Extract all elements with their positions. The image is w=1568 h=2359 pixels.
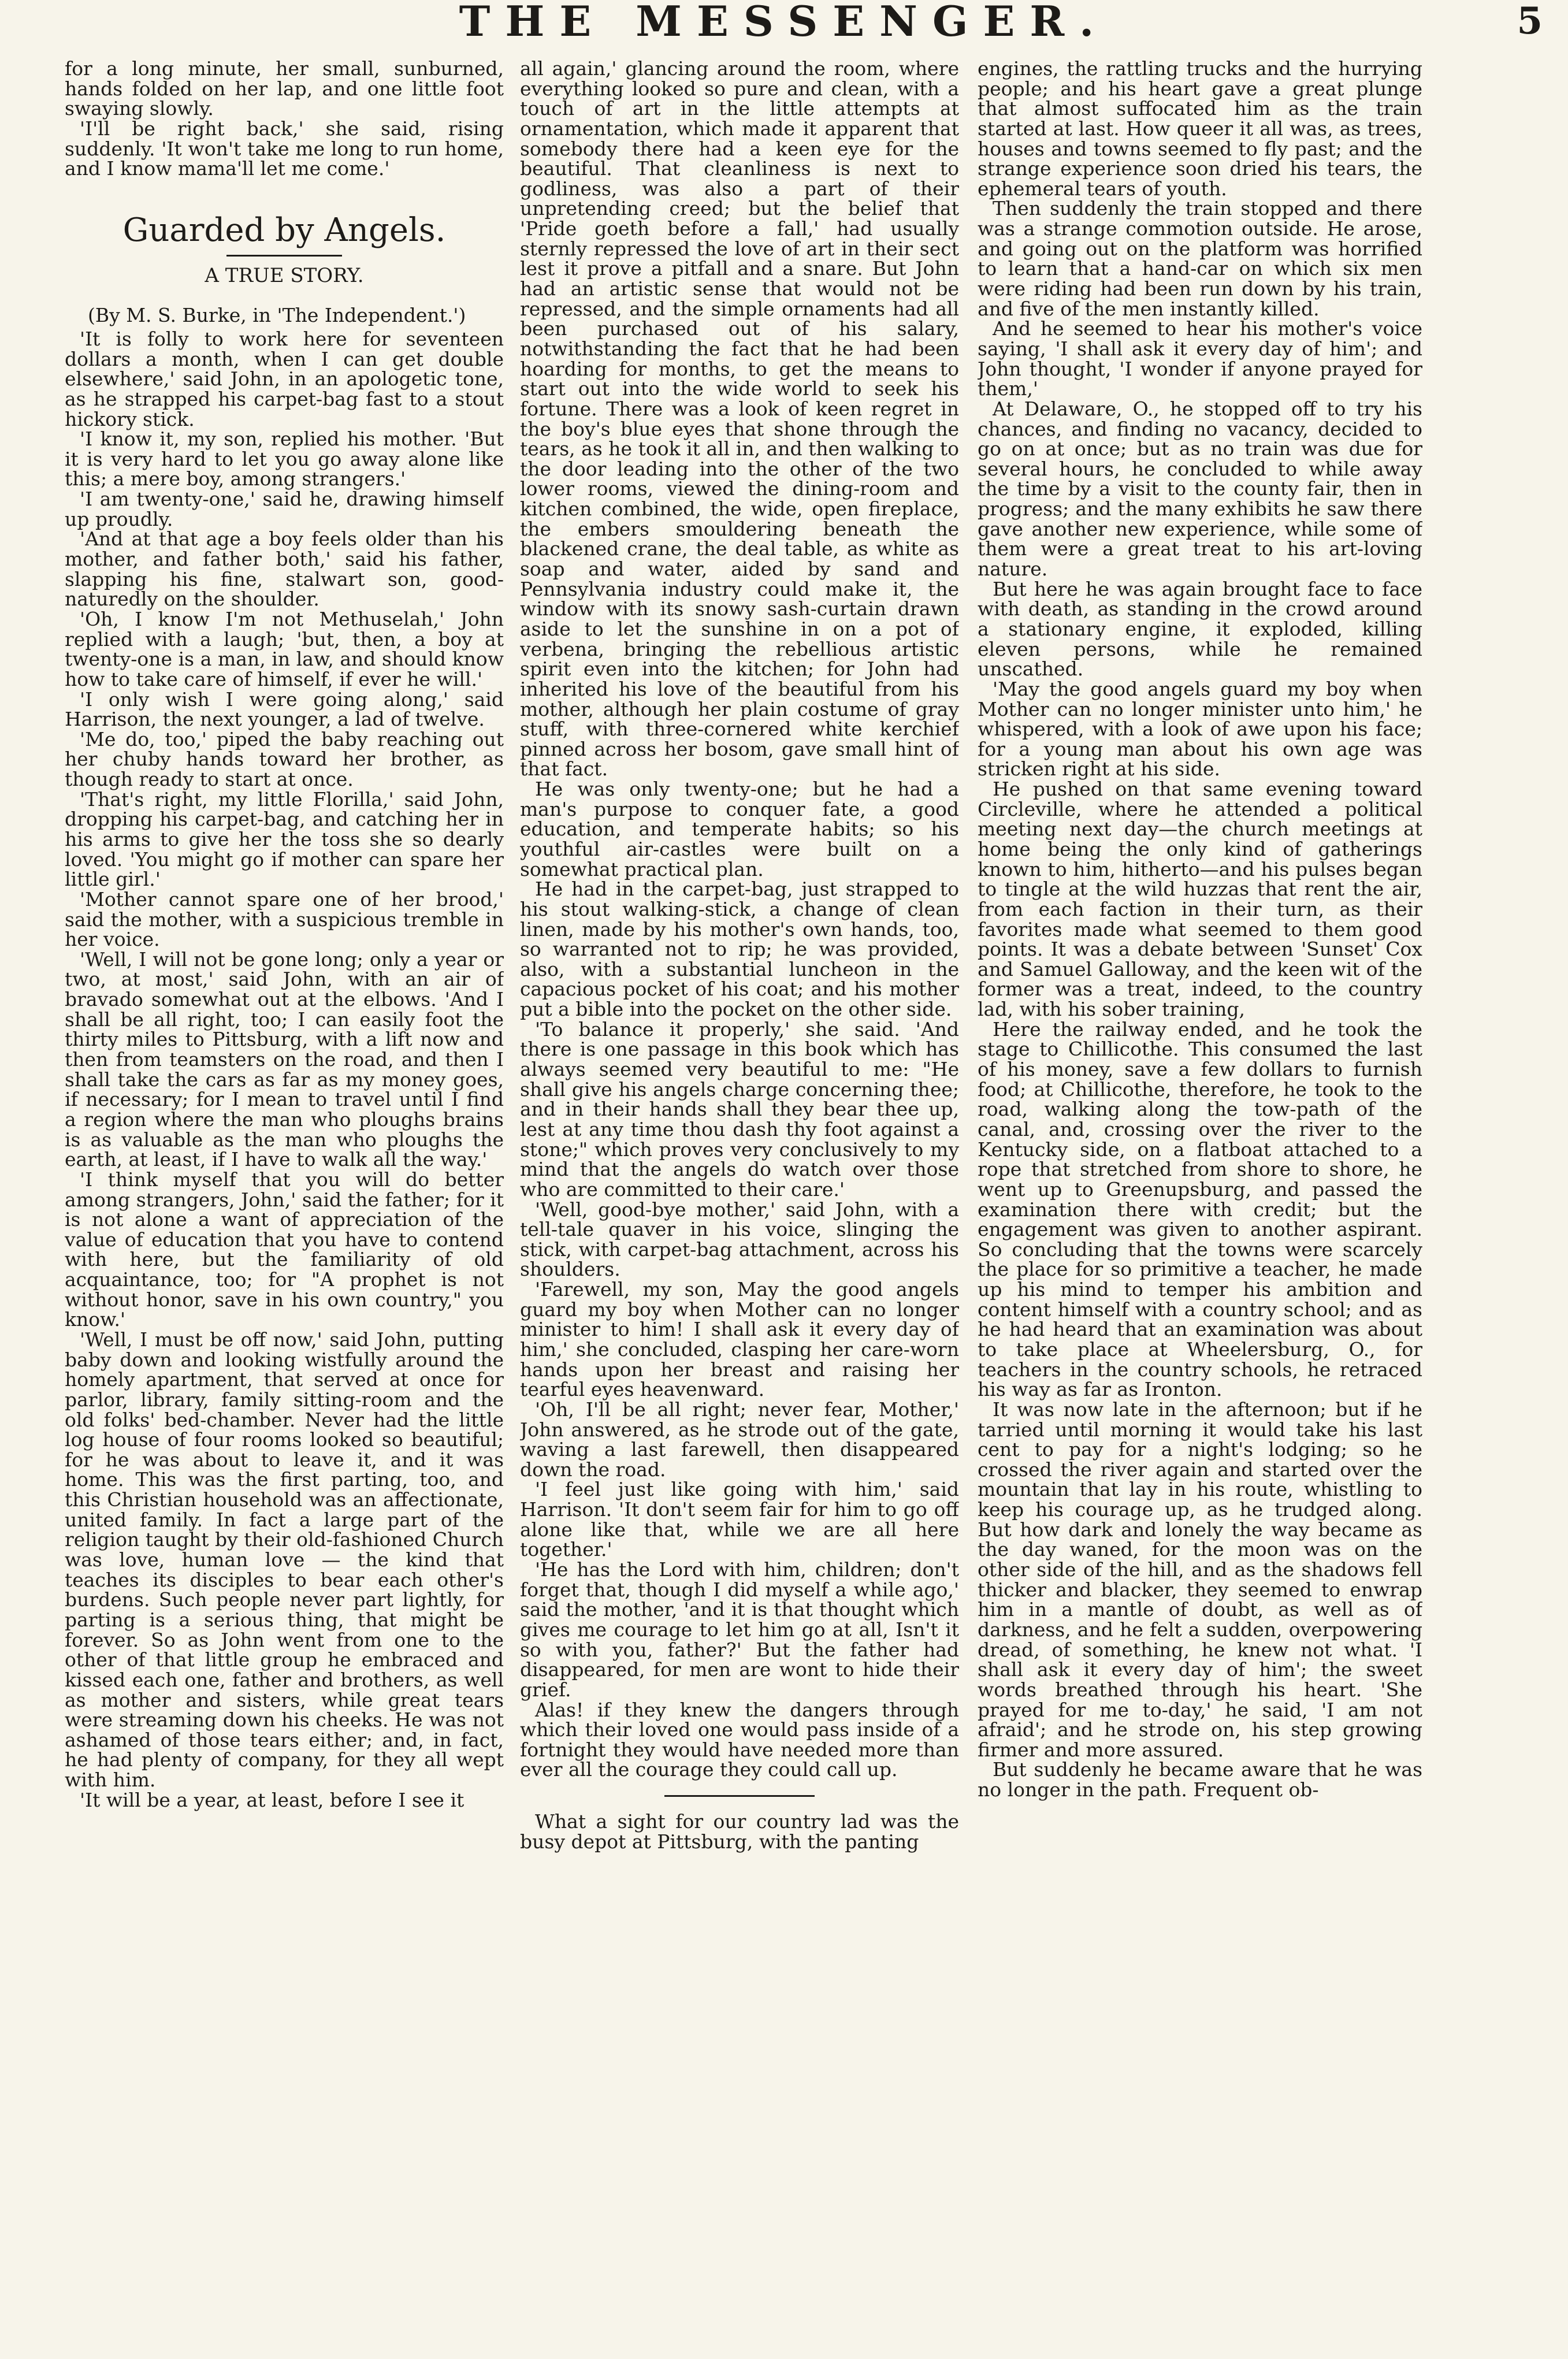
paragraph: 'I'll be right back,' she said, rising suddenly. 'It won't take me long to run home, and I know mama'll let me come.' bbox=[65, 117, 504, 180]
paragraph: 'It will be a year, at least, before I see it bbox=[80, 1788, 465, 1811]
paragraph: 'To balance it properly,' she said. 'And there is one passage in this book which has always seemed very beautiful to me: "He shall give his angels charge concerning thee; and in their hands shall they bear thee up, lest at any time thou dash thy foot against a stone;" which proves very conclusively to my mind that the angels do watch over those who are committed to their care.' bbox=[520, 1017, 959, 1201]
paragraph: And he seemed to hear his mother's voice saying, 'I shall ask it every day of him'; and John thought, 'I wonder if anyone prayed for them,' bbox=[978, 317, 1422, 400]
paragraph: 'I feel just like going with him,' said Harrison. 'It don't seem fair for him to go off alone like that, while we are all here together.' bbox=[520, 1478, 959, 1561]
newspaper-title: THE MESSENGER. bbox=[459, 0, 1109, 46]
paragraph: 'It is folly to work here for seventeen dollars a month, when I can get double elsewhere,' said John, in an apologetic tone, as he strapped his carpet-bag fast to a stout hickory stick. bbox=[65, 327, 504, 430]
paragraph: for a long minute, her small, sunburned, hands folded on her lap, and one little foot swaying slowly. bbox=[65, 59, 504, 120]
section-divider bbox=[664, 1795, 815, 1797]
paragraph: 'That's right, my little Florilla,' said John, dropping his carpet-bag, and catching her in his arms to give her the toss she so dearly loved. 'You might go if mother can spare her little girl.' bbox=[65, 787, 504, 891]
paragraph: Then suddenly the train stopped and there was a strange commotion outside. He arose, and going out on the platform was horrified to learn that a hand-car on which six men were riding had been run down by his train, and five of the men instantly killed. bbox=[978, 197, 1422, 320]
paragraph: 'Farewell, my son, May the good angels guard my boy when Mother can no longer minister to him! I shall ask it every day of him,' she concluded, clasping her care-worn hands upon her breast and raising her tearful eyes heavenward. bbox=[520, 1278, 959, 1401]
paragraph: 'I know it, my son, replied his mother. 'But it is very hard to let you go away alone like this; a mere boy, among strangers.' bbox=[65, 428, 504, 491]
paragraph: engines, the rattling trucks and the hurrying people; and his heart gave a great plunge that almost suffocated him as the train started at last. How queer it all was, as trees, houses and towns seemed to fly past; and the strange experience soon dried his tears, the ephemeral tears of youth. bbox=[978, 59, 1422, 200]
article-byline: (By M. S. Burke, in 'The Independent.') bbox=[88, 304, 466, 327]
paragraph: 'Oh, I'll be all right; never fear, Mother,' John answered, as he strode out of the gate, waving a last farewell, then disappeared down the road. bbox=[520, 1398, 959, 1481]
paragraph: 'I am twenty-one,' said he, drawing himself up proudly. bbox=[65, 488, 504, 530]
paragraph: 'He has the Lord with him, children; don't forget that, though I did myself a while ago,' said the mother, 'and it is that thought which gives me courage to let him go at all, Isn't it so with you, father?' But the father had disappeared, for men are wont to hide their grief. bbox=[520, 1558, 959, 1701]
paragraph: 'Well, I will not be gone long; only a year or two, at most,' said John, with an air of bravado somewhat out at the elbows. 'And I shall be all right, too; I can easily foot the thirty miles to Pittsburg, with a lift now and then from teamsters on the road, and then I shall take the cars as far as my money goes, if necessary; for I mean to travel until I find a region where the man who ploughs brains is as valuable as the man who ploughs the earth, at least, if I have to walk all the way.' bbox=[65, 948, 504, 1171]
paragraph: But suddenly he became aware that he was no longer in the path. Frequent ob- bbox=[978, 1758, 1422, 1801]
masthead bbox=[0, 0, 1568, 55]
headline-rule bbox=[226, 255, 342, 257]
paragraph: 'And at that age a boy feels older than his mother, and father both,' said his father, slapping his fine, stalwart son, good-naturedly on the shoulder. bbox=[65, 527, 504, 611]
paragraph: At Delaware, O., he stopped off to try his chances, and finding no vacancy, decided to go on at once; but as no train was due for several hours, he concluded to while away the time by a visit to the county fair, then in progress; and the many exhibits he saw there gave another new experience, while some of them were a great treat to his art-loving nature. bbox=[978, 397, 1422, 581]
article-headline: Guarded by Angels. bbox=[122, 211, 446, 249]
paragraph: But here he was again brought face to face with death, as standing in the crowd around a stationary engine, it exploded, killing eleven persons, while he remained unscathed. bbox=[978, 577, 1422, 681]
paragraph: He was only twenty-one; but he had a man's purpose to conquer fate, a good education, and temperate habits; so his youthful air-castles were built on a somewhat practical plan. bbox=[520, 778, 959, 881]
column-2 bbox=[520, 59, 959, 2347]
paragraph: 'I only wish I were going along,' said Harrison, the next younger, a lad of twelve. bbox=[65, 688, 504, 731]
column-3 bbox=[978, 59, 1422, 2347]
paragraph: 'May the good angels guard my boy when Mother can no longer minister unto him,' he whispered, with a look of awe upon his face; for a young man about his own age was stricken right at his side. bbox=[978, 677, 1422, 781]
paragraph: He had in the carpet-bag, just strapped to his stout walking-stick, a change of clean linen, made by his mother's own hands, too, so warranted not to rip; he was provided, also, with a substantial luncheon in the capacious pocket of his coat; and his mother put a bible into the pocket on the other side. bbox=[520, 878, 959, 1021]
paragraph: 'Mother cannot spare one of her brood,' said the mother, with a suspicious tremble in her voice. bbox=[65, 887, 504, 951]
column-1 bbox=[65, 59, 504, 2347]
page-number: 5 bbox=[1517, 0, 1543, 43]
paragraph: Here the railway ended, and he took the stage to Chillicothe. This consumed the last of his money, save a few dollars to furnish food; at Chillicothe, therefore, he took to the road, walking along the tow-path of the canal, and, crossing over the river to the Kentucky side, on a flatboat attached to a rope that stretched from shore to shore, he went up to Greenupsburg, and passed the examination there with credit; but the engagement was given to another aspirant. So concluding that the towns were scarcely the place for so primitive a teacher, he made up his mind to temper his ambition and content himself with a country school; and as he had heard that an examination was about to take place at Wheelersburg, O., for teachers in the country schools, he retraced his way as far as Ironton. bbox=[978, 1017, 1422, 1401]
paragraph: 'Well, I must be off now,' said John, putting baby down and looking wistfully around the homely apartment, that served at once for parlor, library, family sitting-room and the old folks' bed-chamber. Never had the little log house of four rooms looked so beautiful; for he was about to leave it, and it was home. This was the first parting, too, and this Christian household was an affectionate, united family. In fact a large part of the religion taught by their old-fashioned Church was love, human love — the kind that teaches its disciples to bear each other's burdens. Such people never part lightly, for parting is a serious thing, that might be forever. So as John went from one to the other of that little group he embraced and kissed each one, father and brothers, as well as mother and sisters, while great tears were streaming down his cheeks. He was not ashamed of those tears either; and, in fact, he had plenty of company, for they all wept with him. bbox=[65, 1328, 504, 1792]
paragraph: He pushed on that same evening toward Circleville, where he attended a political meeting next day—the church meetings at home being the only kind of gatherings known to him, hitherto—and his pulses began to tingle at the wild huzzas that rent the air, from each faction in their turn, as their favorites made what seemed to them good points. It was a debate between 'Sunset' Cox and Samuel Galloway, and the keen wit of the former was a treat, indeed, to the country lad, with his sober training, bbox=[978, 778, 1422, 1021]
article-subhead: A TRUE STORY. bbox=[205, 263, 364, 287]
paragraph: 'Me do, too,' piped the baby reaching out her chuby hands toward her brother, as though ready to start at once. bbox=[65, 727, 504, 791]
paragraph: 'I think myself that you will do better among strangers, John,' said the father; for it is not alone a want of appreciation of the value of education that you have to contend with here, but the familiarity of old acquaintance, too; for "A prophet is not without honor, save in his own country," you know.' bbox=[65, 1168, 504, 1331]
paragraph: 'Oh, I know I'm not Methuselah,' John replied with a laugh; 'but, then, a boy at twenty-one is a man, in law, and should know how to take care of himself, if ever he will.' bbox=[65, 607, 504, 690]
paragraph: Alas! if they knew the dangers through which their loved one would pass inside of a fortnight they would have needed more than ever all the courage they could call up. bbox=[520, 1698, 959, 1781]
paragraph: all again,' glancing around the room, where everything looked so pure and clean, with a touch of art in the little attempts at ornamentation, which made it apparent that somebody there had a keen eye for the beautiful. That cleanliness is next to godliness, was also a part of their unpretending creed; but the belief that 'Pride goeth before a fall,' had usually sternly repressed the love of art in their sect lest it prove a pitfall and a snare. But John had an artistic sense that would not be repressed, and the simple ornaments had all been purchased out of his salary, notwithstanding the fact that he had been hoarding for months, to get the means to start out into the wide world to seek his fortune. There was a look of keen regret in the boy's blue eyes that shone through the tears, as he took it all in, and then walking to the door leading into the other of the two lower rooms, viewed the dining-room and kitchen combined, the wide, open fireplace, the embers smouldering beneath the blackened crane, the deal table, as white as soap and water, aided by sand and Pennsylvania industry could make it, the window with its snowy sash-curtain drawn aside to let the sunshine in on a pot of verbena, bringing the rebellious artistic spirit even into the kitchen; for John had inherited his love of the beautiful from his mother, although her plain costume of gray stuff, with three-cornered white kerchief pinned across her bosom, gave small hint of that fact. bbox=[520, 59, 959, 781]
paragraph: It was now late in the afternoon; but if he tarried until morning it would take his last cent to pay for a night's lodging; so he crossed the river again and started over the mountain that lay in his route, whistling to keep his courage up, as he trudged along. But how dark and lonely the way became as the day waned, for the moon was on the other side of the hill, and as the shadows fell thicker and blacker, they seemed to enwrap him in a mantle of doubt, as well as of darkness, and he felt a sudden, overpowering dread, of something, he knew not what. 'I shall ask it every day of him'; the sweet words breathed through his heart. 'She prayed for me to-day,' he said, 'I am not afraid'; and he strode on, his step growing firmer and more assured. bbox=[978, 1398, 1422, 1761]
paragraph: What a sight for our country lad was the busy depot at Pittsburg, with the panting bbox=[520, 1810, 959, 1853]
paragraph: 'Well, good-bye mother,' said John, with a tell-tale quaver in his voice, slinging the stick, with carpet-bag attachment, across his shoulders. bbox=[520, 1198, 959, 1281]
